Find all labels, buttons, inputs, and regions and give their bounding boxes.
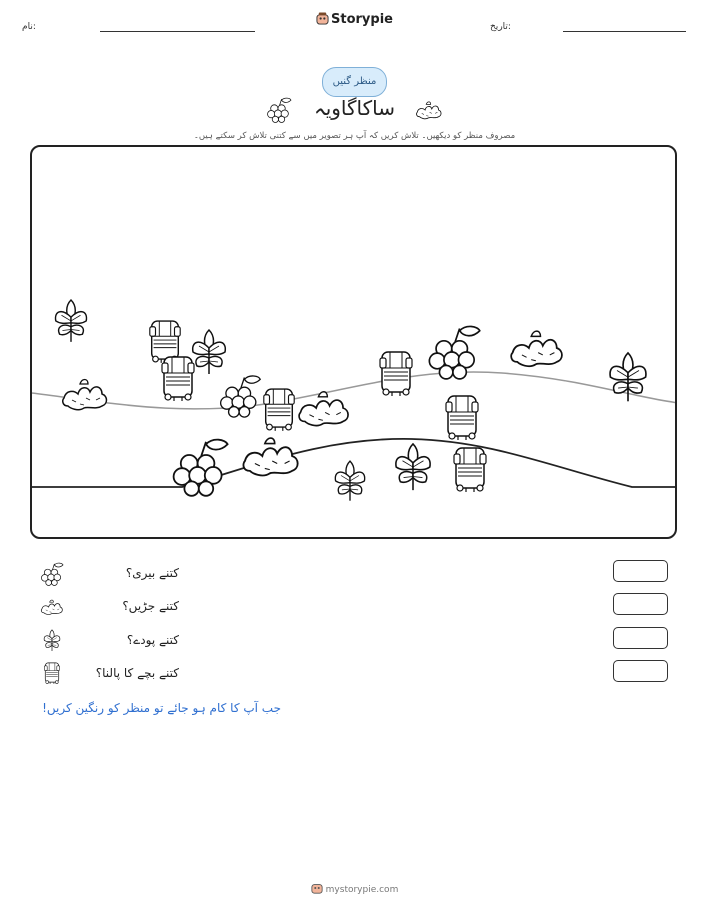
scene-ginger-root [243,438,297,475]
scene-berries [221,376,261,417]
search-scene [30,145,677,539]
berries-icon [40,562,64,586]
scene-ginger-root [511,331,562,366]
cradleboard-icon [40,661,64,685]
scene-cradleboard [264,389,294,431]
answer-box-roots[interactable] [613,593,668,615]
question-cradleboards: کتنے بچے کا پالنا؟ [95,666,179,680]
footer [0,882,709,895]
closing-note: جب آپ کا کام ہو جائے تو منظر کو رنگین کریں! [42,701,281,715]
answer-box-cradleboards[interactable] [613,660,668,682]
page-title [0,96,709,123]
scene-illustration [32,147,677,539]
ginger-root-icon [40,595,64,619]
answer-box-berries[interactable] [613,560,668,582]
brand-name: Storypie [331,12,393,27]
scene-cradleboard [454,448,486,492]
brand-header [0,12,709,27]
scene-cradleboard [380,352,412,396]
storypie-logo-icon [316,12,329,25]
scene-berries [429,326,479,378]
scene-plant [335,461,364,501]
storypie-logo-icon [311,882,323,894]
question-roots: کتنے جڑیں؟ [122,599,179,613]
scene-plant [610,353,646,401]
name-line[interactable] [100,31,255,32]
scene-cradleboard [162,357,194,401]
title-text: ساکاگاویہ [313,96,396,120]
footer-url[interactable]: mystorypie.com [325,885,399,895]
scene-plant [193,330,226,374]
scene-cradleboard [446,396,478,440]
plant-icon [40,628,64,652]
scene-plant [396,444,430,490]
date-line[interactable] [563,31,686,32]
ginger-root-icon [415,98,443,122]
date-label: تاریخ: [490,22,511,32]
name-label: نام: [22,22,36,32]
scene-ginger-root [63,380,107,410]
answer-box-plants[interactable] [613,627,668,649]
scene-plant [56,300,87,342]
question-berries: کتنے بیری؟ [125,566,179,580]
instructions: مصروف منظر کو دیکھیں۔ تلاش کریں کہ آپ ہر تصویر میں سے کتنی تلاش کر سکتے ہیں۔ [193,131,516,141]
berries-icon [266,97,292,123]
question-plants: کتنے پودے؟ [126,633,179,647]
activity-tag: منظر گنیں [322,67,387,97]
